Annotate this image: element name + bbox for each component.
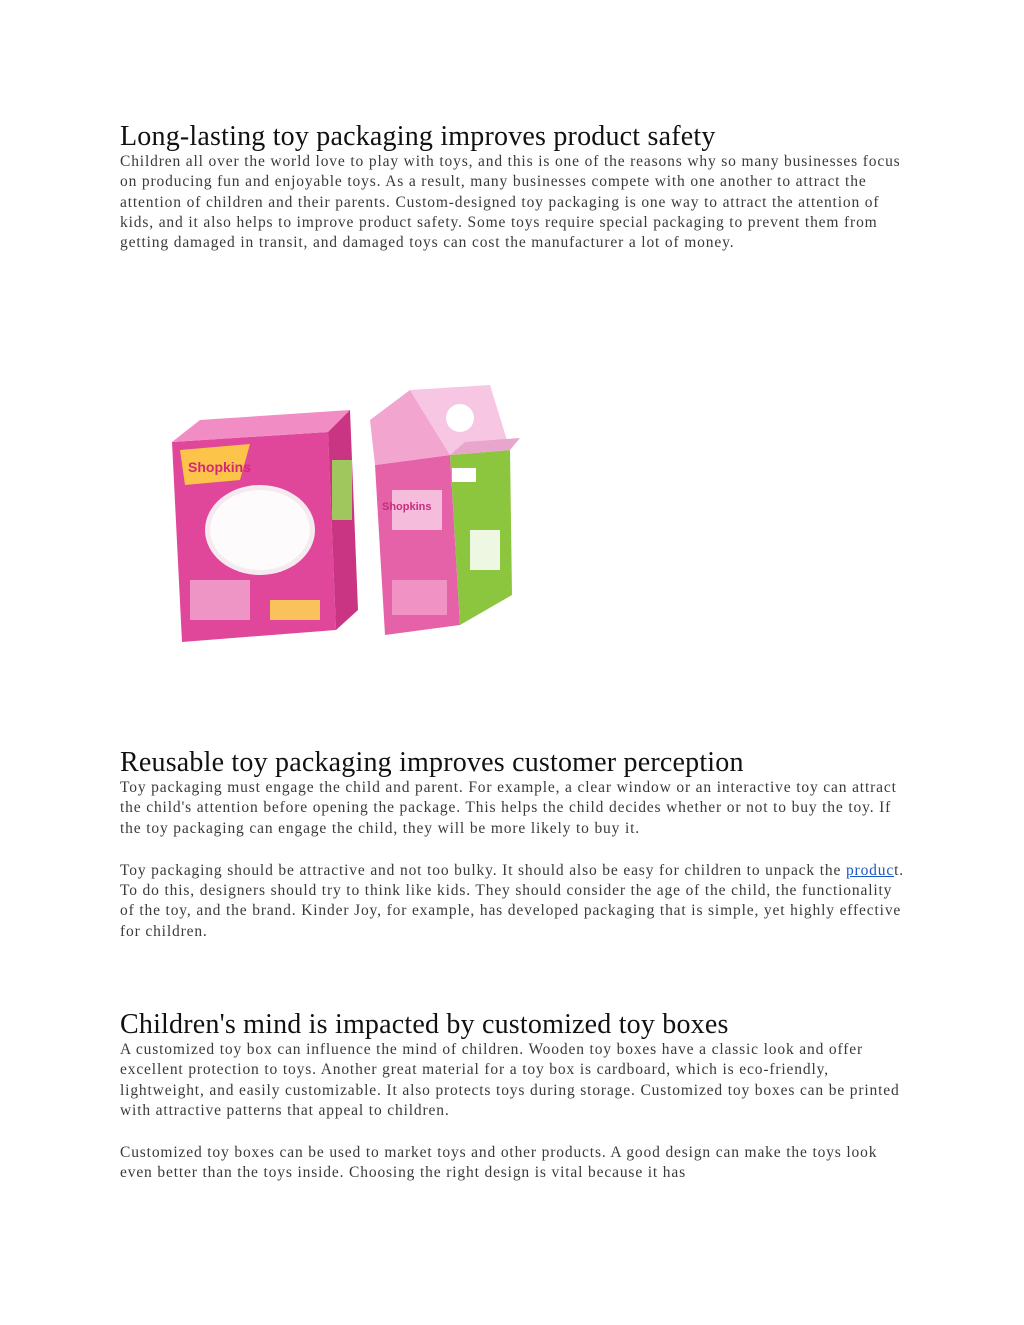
toy-box-illustration: [160, 380, 540, 650]
pink-toy-box-front: [172, 410, 358, 642]
paragraph-text-before-link: Toy packaging should be attractive and not too bulky. It should also be easy for children to unpack the: [120, 861, 846, 879]
section-paragraph-2: Customized toy boxes can be used to market toys and other products. A good design can make the toys look even better than the toys inside. Choosing the right design is vital because it has: [120, 1144, 878, 1182]
section-paragraph-2: [120, 861, 910, 942]
paragraph-text-after-link: t. To do this, designers should try to think like kids. They should consider the age of the child, the functionality of the toy, and the brand. Kinder Joy, for example, has developed packaging that is simple, yet highly effective for children.: [120, 861, 904, 940]
section-heading: Long-lasting toy packaging improves product safety: [120, 121, 716, 152]
box-side-logo: Shopkins: [382, 501, 432, 513]
section-childrens-mind: [120, 1010, 910, 1184]
section-heading: Reusable toy packaging improves customer perception: [120, 747, 744, 778]
section-reusable: [120, 748, 910, 942]
section-paragraph: Toy packaging must engage the child and parent. For example, a clear window or an interactive toy can attract the child's attention before opening the package. This helps the child decides whether or not to buy the toy. If the toy packaging can engage the child, they will be more likely to buy it.: [120, 779, 897, 837]
section-heading: Children's mind is impacted by customized toy boxes: [120, 1009, 729, 1040]
pink-toy-box-open: [370, 385, 520, 635]
box-front-logo: Shopkins: [188, 459, 252, 475]
section-paragraph: A customized toy box can influence the mind of children. Wooden toy boxes have a classic look and offer excellent protection to toys. Another great material for a toy box is cardboard, which is eco-friendly, lightweight, and easily customizable. It also protects toys during storage. Customized toy boxes can be printed with attractive patterns that appeal to children.: [120, 1041, 900, 1119]
toy-box-image: [160, 380, 540, 650]
product-link[interactable]: produc: [845, 861, 895, 879]
section-paragraph: Children all over the world love to play with toys, and this is one of the reasons why so many businesses focus on producing fun and enjoyable toys. As a result, many businesses compete with one another to attract the attention of children and their parents. Custom-designed toy packaging is one way to attract the attention of kids, and it also helps to improve product safety. Some toys require special packaging to prevent them from getting damaged in transit, and damaged toys can cost the manufacturer a lot of money.: [120, 153, 901, 252]
section-long-lasting: [120, 122, 910, 253]
